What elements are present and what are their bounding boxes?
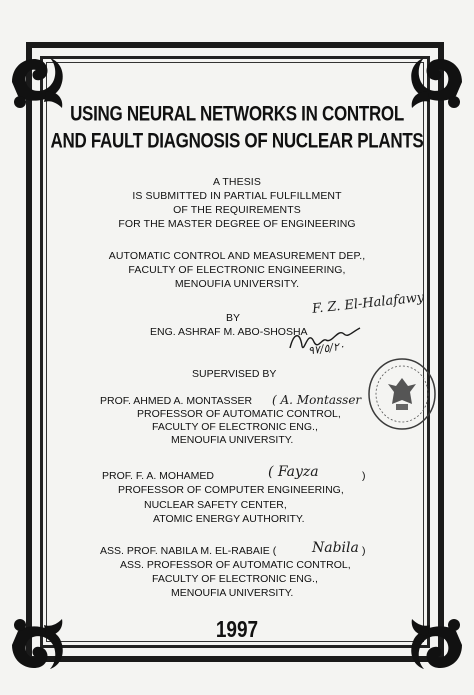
supervisor-3-name: ASS. PROF. NABILA M. EL-RABAIE ( [100,545,277,557]
thesis-statement-1: A THESIS [213,176,261,188]
thesis-title-line-2: AND FAULT DIAGNOSIS OF NUCLEAR PLANTS [50,128,424,153]
scribble-signature-icon [286,318,366,362]
official-seal-icon [366,356,438,432]
supervisor-3-line-1: ASS. PROFESSOR OF AUTOMATIC CONTROL, [120,559,351,571]
supervised-by-label: SUPERVISED BY [192,368,277,380]
supervisor-1-line-3: MENOUFIA UNIVERSITY. [171,434,294,446]
department-line-3: MENOUFIA UNIVERSITY. [174,278,300,290]
supervisor-2-signature: ( Fayza [268,464,319,480]
supervisor-1-line-2: FACULTY OF ELECTRONIC ENG., [152,421,318,433]
handwritten-date: ٩٧/٥/٢٠ [307,339,346,358]
thesis-statement-3: OF THE REQUIREMENTS [173,204,301,216]
handwritten-signature: F. Z. El-Halafawy [311,290,425,317]
author-name: ENG. ASHRAF M. ABO-SHOSHA [150,326,308,338]
by-label: BY [226,312,241,324]
supervisor-2-name: PROF. F. A. MOHAMED [102,470,215,482]
supervisor-2-close: ) [362,470,366,482]
supervisor-3-signature: Nabila [312,540,359,556]
year: 1997 [215,617,259,643]
thesis-statement-4: FOR THE MASTER DEGREE OF ENGINEERING [118,218,356,230]
thesis-title-line-1: USING NEURAL NETWORKS IN CONTROL [70,101,404,126]
supervisor-1-line-1: PROFESSOR OF AUTOMATIC CONTROL, [137,408,341,420]
department-line-2: FACULTY OF ELECTRONIC ENGINEERING, [128,264,346,276]
supervisor-3-line-2: FACULTY OF ELECTRONIC ENG., [152,573,318,585]
supervisor-3-line-3: MENOUFIA UNIVERSITY. [171,587,294,599]
supervisor-1-signature: ( A. Montasser [272,393,362,407]
supervisor-2-line-1: PROFESSOR OF COMPUTER ENGINEERING, [118,484,344,496]
supervisor-1-name: PROF. AHMED A. MONTASSER [100,395,253,407]
supervisor-2-line-3: ATOMIC ENERGY AUTHORITY. [153,513,305,525]
supervisor-2-line-2: NUCLEAR SAFETY CENTER, [144,499,287,511]
supervisor-3-close: ) [362,545,366,557]
thesis-statement-2: IS SUBMITTED IN PARTIAL FULFILLMENT [132,190,342,202]
department-line-1: AUTOMATIC CONTROL AND MEASUREMENT DEP., [108,250,366,262]
